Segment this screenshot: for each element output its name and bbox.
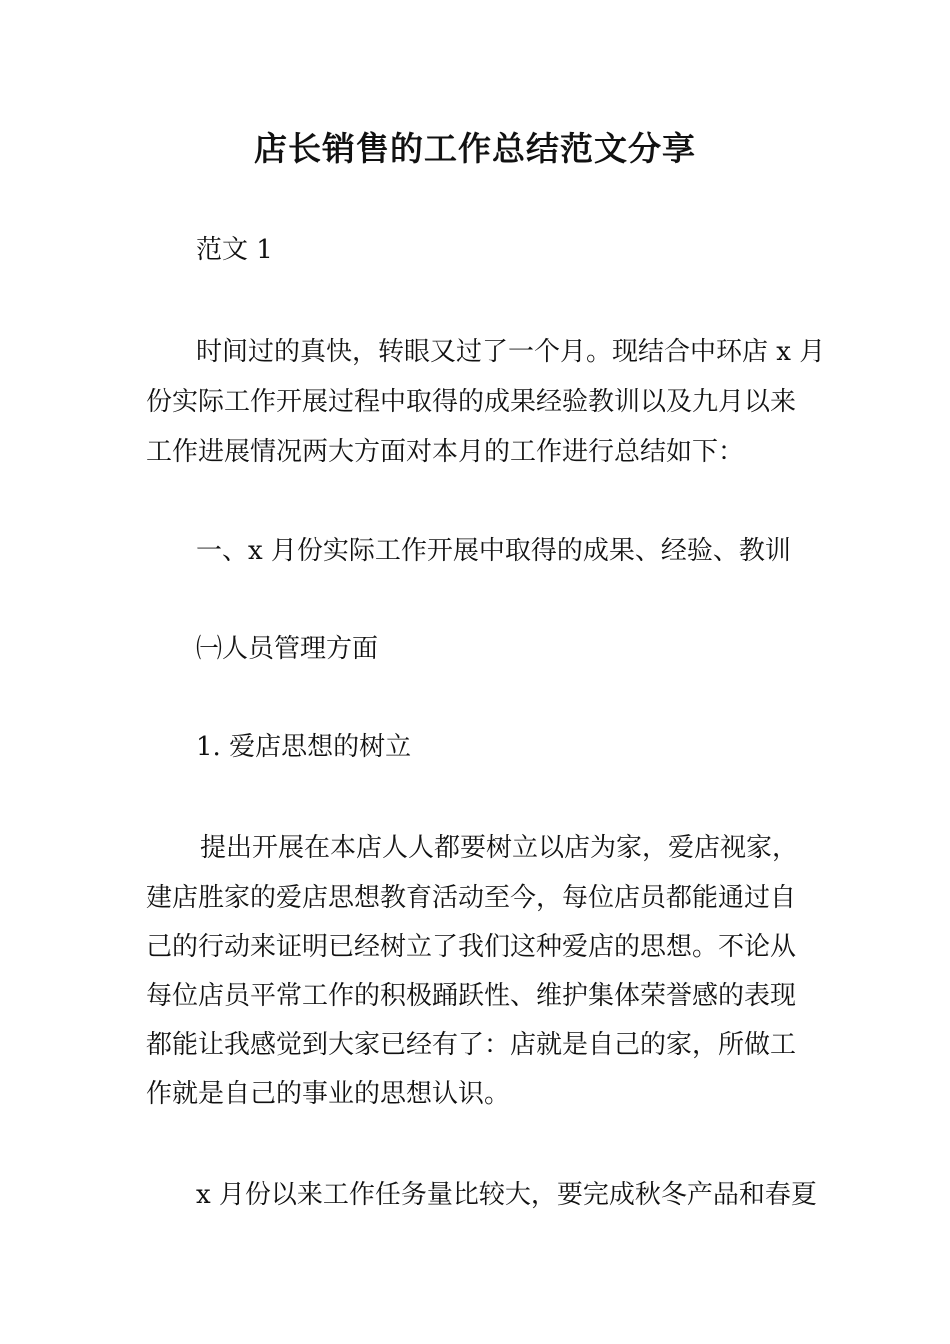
- paragraph-line: 份实际工作开展过程中取得的成果经验教训以及九月以来: [146, 387, 797, 417]
- subheading-line: ㈠人员管理方面: [196, 634, 379, 664]
- paragraph-line: 时间过的真快，转眼又过了一个月。现结合中环店 x 月: [196, 337, 826, 367]
- heading-line: 一、x 月份实际工作开展中取得的成果、经验、教训: [196, 536, 791, 566]
- paragraph-line: x 月份以来工作任务量比较大，要完成秋冬产品和春夏: [196, 1180, 817, 1210]
- paragraph-line: 工作进展情况两大方面对本月的工作进行总结如下：: [146, 437, 745, 467]
- paragraph-line: 提出开展在本店人人都要树立以店为家，爱店视家，: [200, 833, 799, 863]
- paragraph-line: 建店胜家的爱店思想教育活动至今，每位店员都能通过自: [146, 883, 797, 913]
- section-label: 范文 1: [196, 235, 273, 265]
- subheading-line: 1. 爱店思想的树立: [196, 732, 412, 762]
- paragraph-line: 作就是自己的事业的思想认识。: [146, 1079, 511, 1109]
- paragraph-line: 都能让我感觉到大家已经有了：店就是自己的家，所做工: [146, 1030, 797, 1060]
- document-title: 店长销售的工作总结范文分享: [254, 129, 696, 168]
- paragraph-line: 己的行动来证明已经树立了我们这种爱店的思想。不论从: [146, 932, 797, 962]
- paragraph-line: 每位店员平常工作的积极踊跃性、维护集体荣誉感的表现: [146, 981, 797, 1011]
